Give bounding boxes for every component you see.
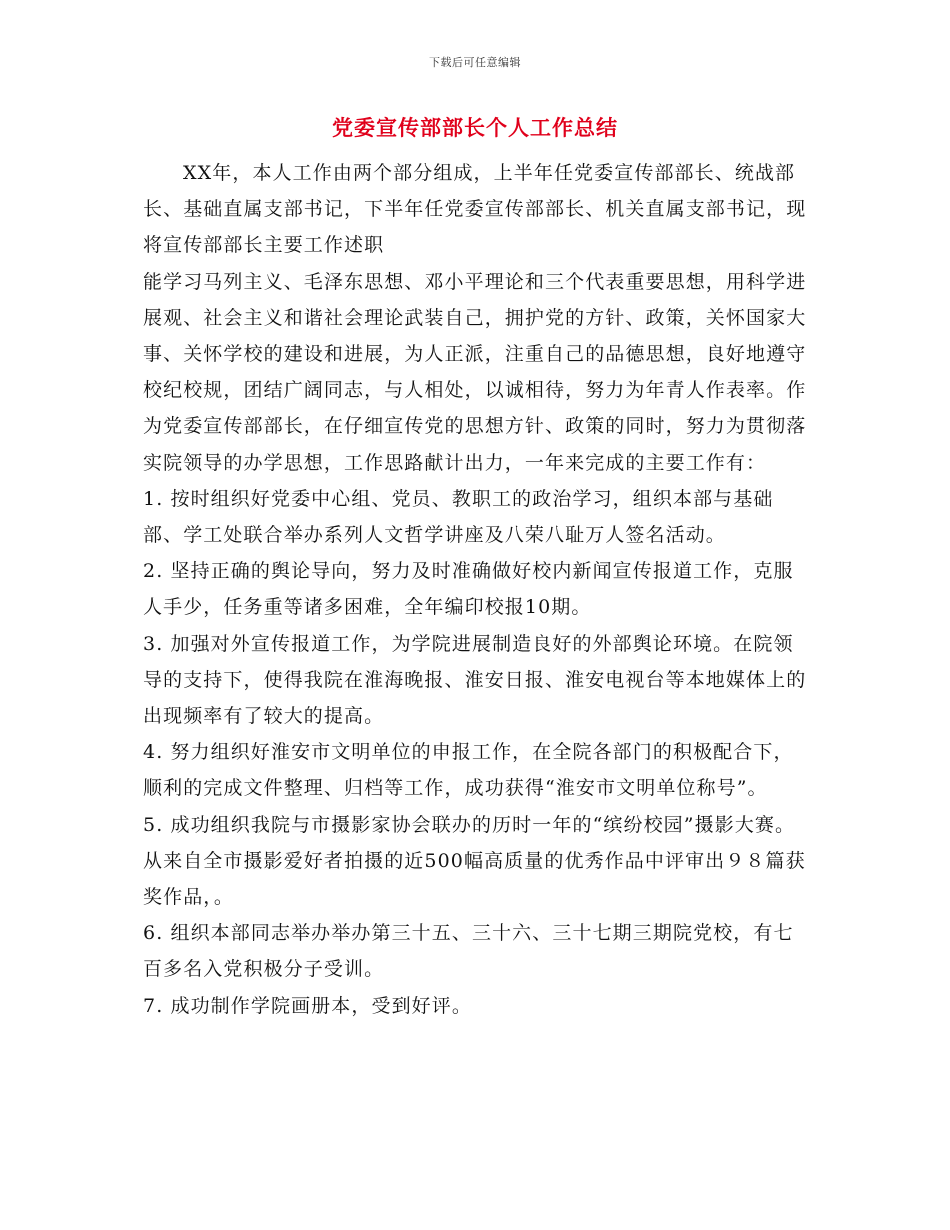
work-item-5: 5. 成功组织我院与市摄影家协会联办的历时一年的“缤纷校园”摄影大赛。从来自全市摄影爱好者拍摄的近500幅高质量的优秀作品中评审出９８篇获奖作品，。 <box>143 813 806 909</box>
work-item-1: 1. 按时组织好党委中心组、党员、教职工的政治学习，组织本部与基础部、学工处联合举办系列人文哲学讲座及八荣八耻万人签名活动。 <box>143 487 774 547</box>
header-note: 下载后可任意编辑 <box>429 56 521 69</box>
document-body <box>143 155 807 1024</box>
work-item-4: 4. 努力组织好淮安市文明单位的申报工作，在全院各部门的积极配合下，顺利的完成文件整理、归档等工作，成功获得“淮安市文明单位称号”。 <box>143 741 794 800</box>
work-item-7: 7. 成功制作学院画册本，受到好评。 <box>143 994 472 1017</box>
document-title: 党委宣传部部长个人工作总结 <box>332 115 618 140</box>
intro-paragraph: XX年，本人工作由两个部分组成，上半年任党委宣传部部长、统战部长、基础直属支部书记，下半年任党委宣传部部长、机关直属支部书记，现将宣传部部长主要工作述职 <box>143 162 807 257</box>
summary-paragraph: 能学习马列主义、毛泽东思想、邓小平理论和三个代表重要思想，用科学进展观、社会主义和谐社会理论武装自己，拥护党的方针、政策，关怀国家大事、关怀学校的建设和进展，为人正派，注重自己的品德思想，良好地遵守校纪校规，团结广阔同志，与人相处，以诚相待，努力为年青人作表率。作为党委宣传部部长，在仔细宣传党的思想方针、政策的同时，努力为贯彻落实院领导的办学思想，工作思路献计出力，一年来完成的主要工作有： <box>143 270 807 474</box>
work-item-6: 6. 组织本部同志举办举办第三十五、三十六、三十七期三期院党校，有七百多名入党积极分子受训。 <box>143 922 794 981</box>
work-item-3: 3. 加强对外宣传报道工作，为学院进展制造良好的外部舆论环境。在院领导的支持下，使得我院在淮海晚报、淮安日报、淮安电视台等本地媒体上的出现频率有了较大的提高。 <box>143 632 807 728</box>
work-item-2: 2. 坚持正确的舆论导向，努力及时准确做好校内新闻宣传报道工作，克服人手少，任务重等诸多困难，全年编印校报10期。 <box>143 560 794 619</box>
